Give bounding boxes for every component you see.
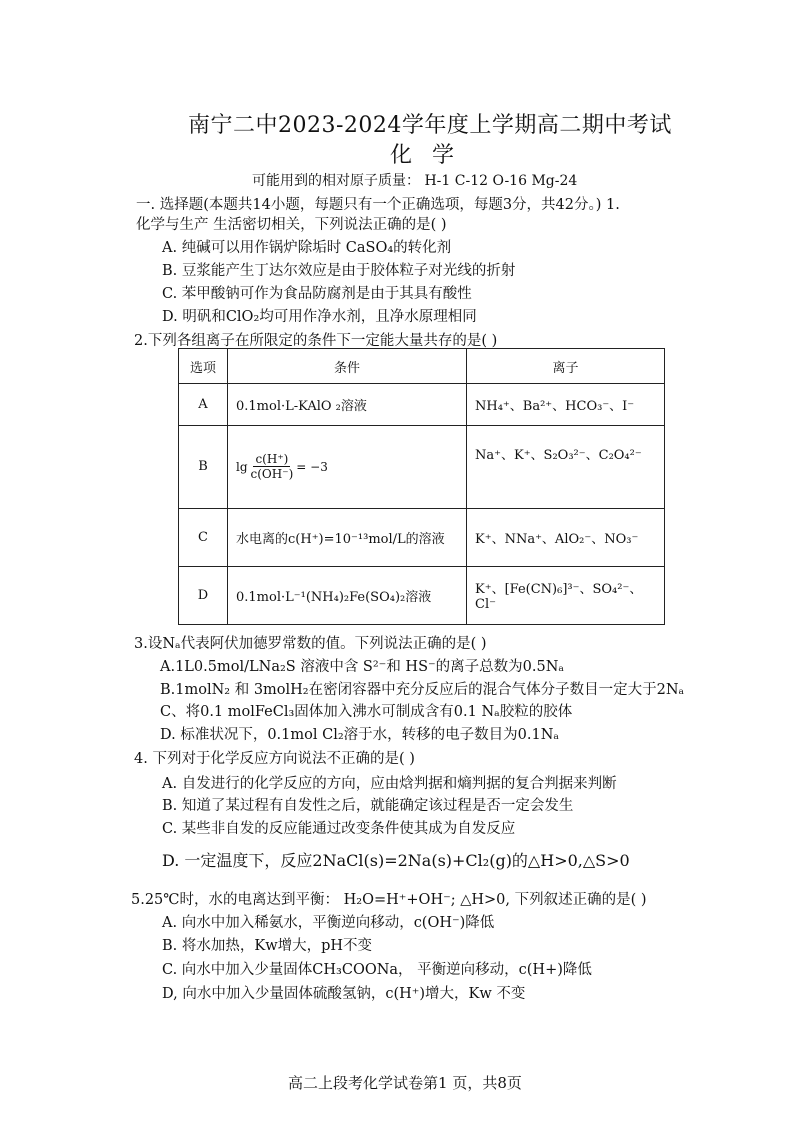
q4-option-d: D. 一定温度下，反应2NaCl(s)=2Na(s)+Cl₂(g)的△H>0,△S>0 [162, 851, 630, 870]
q2-stem: 2.下列各组离子在所限定的条件下一定能大量共存的是( ) [134, 333, 498, 349]
q3-option-b: B.1molN₂ 和 3molH₂在密闭容器中充分反应后的混合气体分子数目一定大于2Nₐ [160, 682, 685, 698]
table-cell-ions: K⁺、NNa⁺、AlO₂⁻、NO₃⁻ [467, 508, 665, 566]
fraction-denominator: c(OH⁻) [250, 467, 294, 482]
atomic-masses: 可能用到的相对原子质量： H-1 C-12 O-16 Mg-24 [252, 173, 578, 189]
exam-subject: 化学 [390, 143, 475, 168]
table-header: 离子 [467, 349, 665, 384]
table-cell-condition: 0.1mol·L⁻¹(NH₄)₂Fe(SO₄)₂溶液 [228, 566, 467, 624]
table-cell-option: B [179, 426, 228, 508]
table-row [179, 508, 665, 566]
table-header: 选项 [179, 349, 228, 384]
q5-option-a: A. 向水中加入稀氨水，平衡逆向移动，c(OH⁻)降低 [162, 915, 495, 931]
table-cell-ions: NH₄⁺、Ba²⁺、HCO₃⁻、I⁻ [467, 384, 665, 426]
q1-option-b: B. 豆浆能产生丁达尔效应是由于胶体粒子对光线的折射 [162, 263, 516, 279]
table-cell-condition: 水电离的c(H⁺)=10⁻¹³mol/L的溶液 [228, 508, 467, 566]
exam-title: 南宁二中2023-2024学年度上学期高二期中考试 [188, 113, 672, 138]
q3-option-c: C、将0.1 molFeCl₃固体加入沸水可制成含有0.1 Nₐ胶粒的胶体 [160, 704, 573, 720]
q4-stem: 4. 下列对于化学反应方向说法不正确的是( ) [134, 751, 415, 767]
q1-option-a: A. 纯碱可以用作锅炉除垢时 CaSO₄的转化剂 [162, 240, 452, 256]
table-cell-option: D [179, 566, 228, 624]
q1-option-d: D. 明矾和ClO₂均可用作净水剂，且净水原理相同 [162, 309, 477, 325]
table-header: 条件 [228, 349, 467, 384]
table-cell-ions: K⁺、[Fe(CN)₆]³⁻、SO₄²⁻、Cl⁻ [467, 566, 665, 624]
section-intro: 一. 选择题(本题共14小题，每题只有一个正确选项，每题3分，共42分。) 1. [136, 197, 620, 213]
q4-option-c: C. 某些非自发的反应能通过改变条件使其成为自发反应 [162, 821, 516, 837]
table-row [179, 384, 665, 426]
q5-option-c: C. 向水中加入少量固体CH₃COONa， 平衡逆向移动，c(H+)降低 [162, 962, 592, 978]
q3-option-a: A.1L0.5mol/LNa₂S 溶液中含 S²⁻和 HS⁻的离子总数为0.5Nₐ [160, 659, 565, 675]
q5-option-d: D, 向水中加入少量固体硫酸氢钠，c(H⁺)增大，Kw 不变 [162, 986, 526, 1002]
q2-table [178, 348, 665, 625]
q4-option-b: B. 知道了某过程有自发性之后，就能确定该过程是否一定会发生 [162, 798, 574, 814]
table-cell-condition [228, 426, 467, 508]
table-cell-condition: 0.1mol·L-KAlO ₂溶液 [228, 384, 467, 426]
q5-stem: 5.25℃时，水的电离达到平衡： H₂O=H⁺+OH⁻; △H>0, 下列叙述正确的是( ) [131, 892, 647, 908]
lg-fraction [236, 452, 328, 481]
q3-option-d: D. 标准状况下，0.1mol Cl₂溶于水，转移的电子数目为0.1Nₐ [160, 727, 559, 743]
table-header-row [179, 349, 665, 384]
q3-stem: 3.设Nₐ代表阿伏加德罗常数的值。下列说法正确的是( ) [134, 636, 487, 652]
lg-prefix: lg [236, 459, 248, 474]
fraction-suffix: = −3 [296, 459, 328, 474]
q1-option-c: C. 苯甲酸钠可作为食品防腐剂是由于其具有酸性 [162, 286, 472, 302]
page-footer: 高二上段考化学试卷第1 页，共8页 [288, 1074, 522, 1092]
q5-option-b: B. 将水加热，Kw增大，pH不变 [162, 938, 373, 954]
table-cell-option: A [179, 384, 228, 426]
table-row [179, 426, 665, 508]
table-row [179, 566, 665, 624]
q4-option-a: A. 自发进行的化学反应的方向，应由焓判据和熵判据的复合判据来判断 [162, 776, 617, 792]
fraction-numerator: c(H⁺) [255, 452, 289, 467]
table-cell-ions: Na⁺、K⁺、S₂O₃²⁻、C₂O₄²⁻ [467, 426, 665, 508]
table-cell-option: C [179, 508, 228, 566]
q1-stem: 化学与生产 生活密切相关，下列说法正确的是( ) [136, 217, 447, 233]
